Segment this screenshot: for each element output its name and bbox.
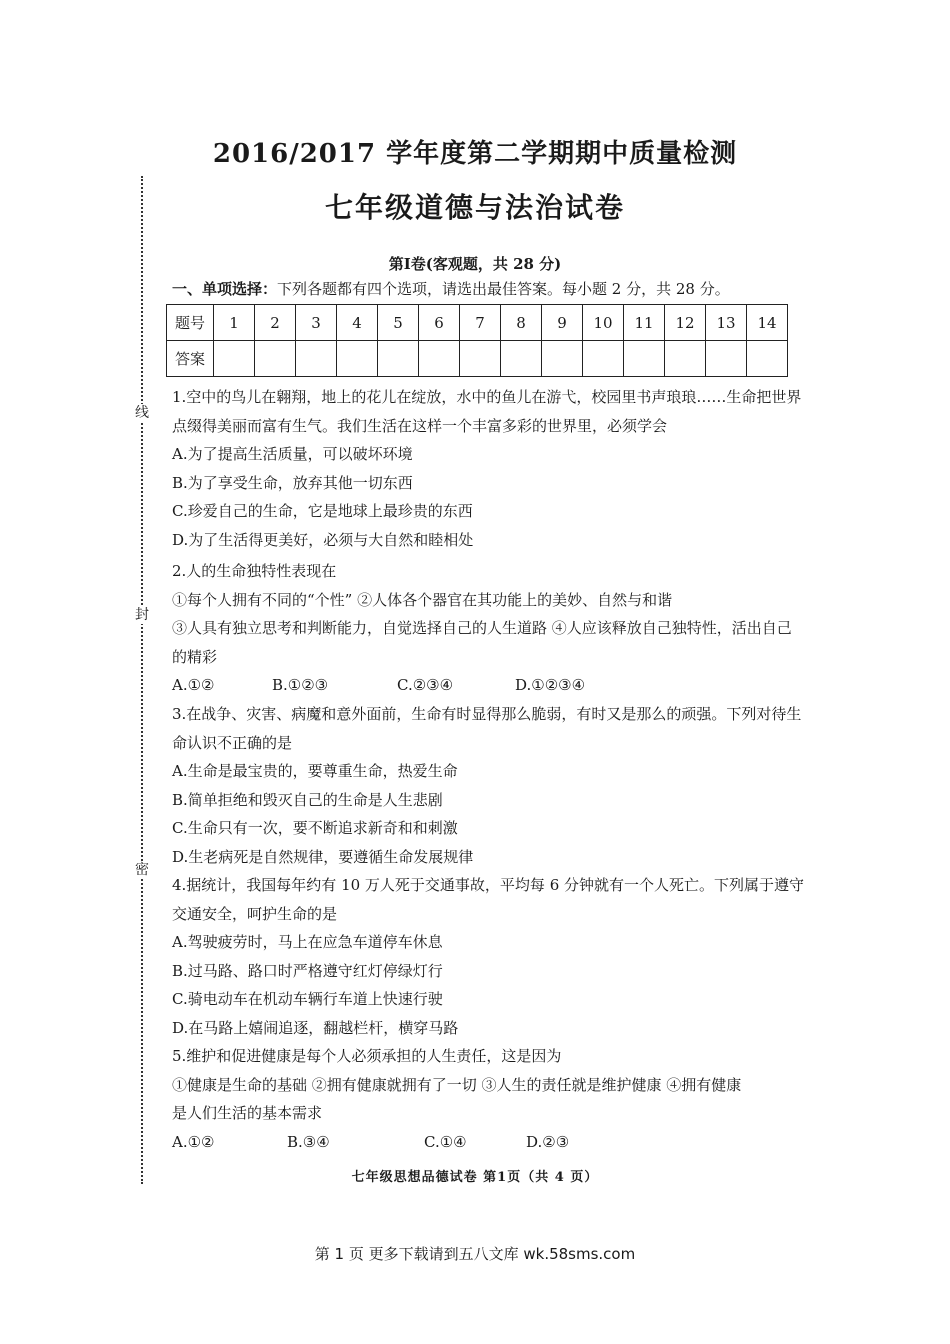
option-b: B.为了享受生命，放弃其他一切东西 bbox=[172, 473, 413, 492]
question-stem-line: 的精彩 bbox=[172, 647, 218, 666]
answer-cell bbox=[624, 341, 665, 377]
inline-options bbox=[172, 671, 837, 700]
answer-cell bbox=[460, 341, 501, 377]
option-c: C.珍爱自己的生命，它是地球上最珍贵的东西 bbox=[172, 502, 473, 521]
binding-char-mi: 密 bbox=[135, 862, 149, 878]
option-c: C.②③④ bbox=[397, 676, 454, 695]
option-b: B.过马路、路口时严格遵守红灯停绿灯行 bbox=[172, 961, 443, 980]
question-stem-line: 2.人的生命独特性表现在 bbox=[172, 562, 337, 580]
section-title: 第Ⅰ卷(客观题，共 28 分) bbox=[388, 255, 562, 273]
option-a: A.①② bbox=[172, 1132, 215, 1151]
table-cell-number: 5 bbox=[378, 305, 419, 341]
question-stem-line: 交通安全，呵护生命的是 bbox=[172, 904, 338, 923]
question-5 bbox=[172, 1042, 837, 1156]
table-cell-number: 8 bbox=[501, 305, 542, 341]
table-cell-number: 13 bbox=[706, 305, 747, 341]
question-stem-line: 3.在战争、灾害、病魔和意外面前，生命有时显得那么脆弱，有时又是那么的顽强。下列对待生 bbox=[172, 705, 802, 723]
table-cell-number: 4 bbox=[337, 305, 378, 341]
option-a: A.驾驶疲劳时，马上在应急车道停车休息 bbox=[172, 933, 443, 952]
answer-cell bbox=[255, 341, 296, 377]
question-3 bbox=[172, 700, 837, 872]
answer-table bbox=[166, 304, 788, 377]
option-b: B.简单拒绝和毁灭自己的生命是人生悲剧 bbox=[172, 790, 443, 809]
answer-cell bbox=[747, 341, 788, 377]
question-stem-line: 命认识不正确的是 bbox=[172, 733, 293, 752]
option-d: D.在马路上嬉闹追逐，翻越栏杆，横穿马路 bbox=[172, 1018, 459, 1037]
instruction-text: 下列各题都有四个选项，请选出最佳答案。每小题 2 分，共 28 分。 bbox=[277, 280, 730, 298]
option-c: C.①④ bbox=[424, 1132, 467, 1151]
question-stem-line: ①每个人拥有不同的“个性” ②人体各个器官在其功能上的美妙、自然与和谐 bbox=[172, 590, 673, 609]
answer-cell bbox=[542, 341, 583, 377]
answer-cell bbox=[665, 341, 706, 377]
option-d: D.生老病死是自然规律，要遵循生命发展规律 bbox=[172, 847, 474, 866]
table-cell-number: 11 bbox=[624, 305, 665, 341]
question-stem-line: ①健康是生命的基础 ②拥有健康就拥有了一切 ③人生的责任就是维护健康 ④拥有健康 bbox=[172, 1075, 742, 1094]
inline-options bbox=[172, 1128, 837, 1157]
row-label-number: 题号 bbox=[167, 305, 214, 341]
option-d: D.①②③④ bbox=[515, 676, 586, 695]
question-stem-line: 是人们生活的基本需求 bbox=[172, 1104, 323, 1123]
instruction-label: 一、单项选择： bbox=[172, 280, 278, 298]
option-c: C.骑电动车在机动车辆行车道上快速行驶 bbox=[172, 990, 443, 1009]
question-1 bbox=[172, 383, 837, 555]
option-b: B.③④ bbox=[287, 1132, 330, 1151]
table-row-answers bbox=[167, 341, 788, 377]
question-stem-line: 点缀得美丽而富有生气。我们生活在这样一个丰富多彩的世界里，必须学会 bbox=[172, 416, 668, 435]
binding-char-xian: 线 bbox=[135, 405, 149, 421]
option-c: C.生命只有一次，要不断追求新奇和和刺激 bbox=[172, 819, 458, 838]
exam-subtitle: 七年级道德与法治试卷 bbox=[324, 191, 625, 224]
answer-cell bbox=[296, 341, 337, 377]
option-a: A.生命是最宝贵的，要尊重生命，热爱生命 bbox=[172, 762, 458, 781]
table-cell-number: 6 bbox=[419, 305, 460, 341]
question-2 bbox=[172, 557, 837, 700]
answer-cell bbox=[337, 341, 378, 377]
answer-cell bbox=[583, 341, 624, 377]
question-stem-line: ③人具有独立思考和判断能力，自觉选择自己的人生道路 ④人应该释放自己独特性，活出自己 bbox=[172, 619, 792, 638]
option-a: A.①② bbox=[172, 676, 215, 695]
binding-char-feng: 封 bbox=[135, 607, 149, 623]
question-stem-line: 4.据统计，我国每年约有 10 万人死于交通事故，平均每 6 分钟就有一个人死亡。下列属于遵守 bbox=[172, 876, 805, 894]
binding-line bbox=[141, 176, 143, 1184]
table-cell-number: 14 bbox=[747, 305, 788, 341]
row-label-answer: 答案 bbox=[167, 341, 214, 377]
option-d: D.②③ bbox=[526, 1132, 570, 1151]
table-cell-number: 1 bbox=[214, 305, 255, 341]
exam-title: 2016/2017 学年度第二学期期中质量检测 bbox=[212, 139, 738, 169]
site-footer: 第 1 页 更多下载请到五八文库 wk.58sms.com bbox=[314, 1245, 636, 1263]
question-stem-line: 1.空中的鸟儿在翱翔，地上的花儿在绽放，水中的鱼儿在游弋，校园里书声琅琅……生命把世界 bbox=[172, 388, 802, 406]
question-stem-line: 5.维护和促进健康是每个人必须承担的人生责任，这是因为 bbox=[172, 1047, 562, 1065]
answer-cell bbox=[706, 341, 747, 377]
answer-cell bbox=[501, 341, 542, 377]
answer-cell bbox=[378, 341, 419, 377]
answer-cell bbox=[214, 341, 255, 377]
option-d: D.为了生活得更美好，必须与大自然和睦相处 bbox=[172, 530, 474, 549]
table-cell-number: 7 bbox=[460, 305, 501, 341]
table-cell-number: 2 bbox=[255, 305, 296, 341]
option-a: A.为了提高生活质量，可以破坏环境 bbox=[172, 445, 413, 464]
table-cell-number: 9 bbox=[542, 305, 583, 341]
answer-cell bbox=[419, 341, 460, 377]
table-cell-number: 12 bbox=[665, 305, 706, 341]
table-row-numbers bbox=[167, 305, 788, 341]
section-instruction bbox=[172, 278, 730, 299]
table-cell-number: 10 bbox=[583, 305, 624, 341]
table-cell-number: 3 bbox=[296, 305, 337, 341]
option-b: B.①②③ bbox=[272, 676, 329, 695]
page-footer: 七年级思想品德试卷 第1页（共 4 页） bbox=[351, 1170, 599, 1185]
question-4 bbox=[172, 871, 837, 1043]
